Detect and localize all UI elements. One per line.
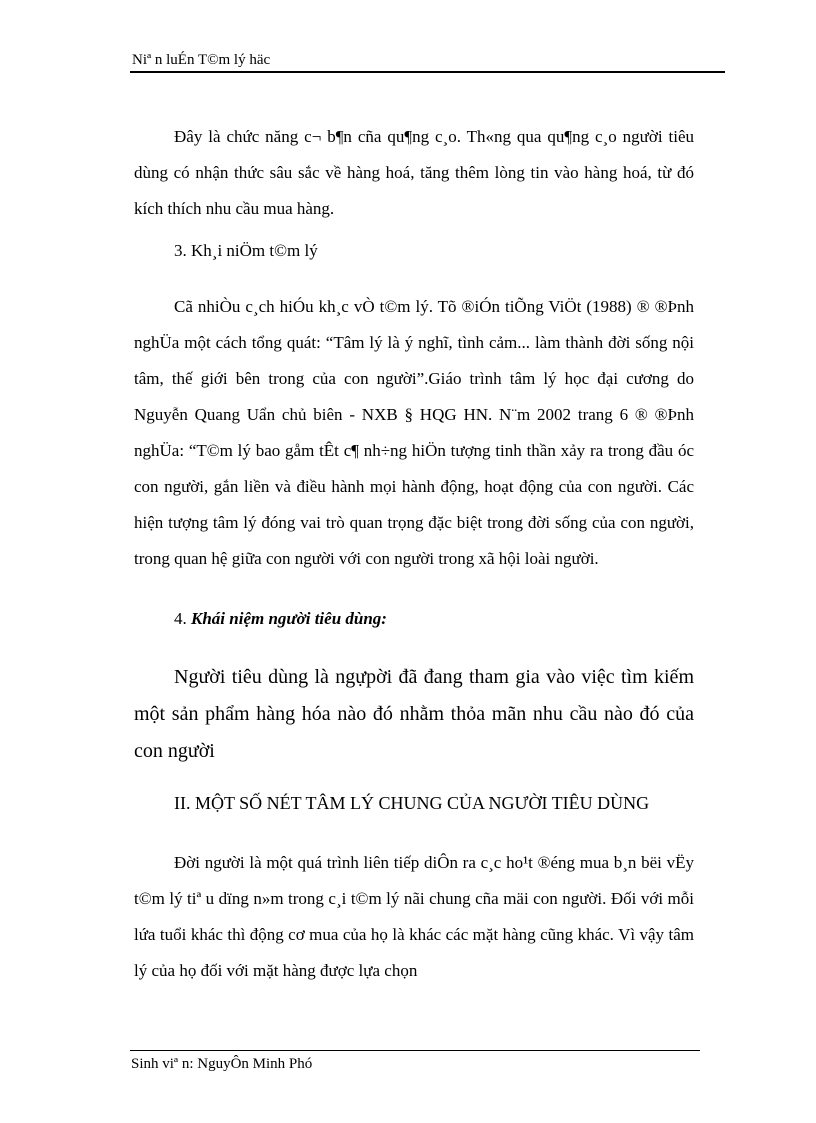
- page-footer-author: Sinh viª n: NguyÔn Minh Phó: [131, 1056, 313, 1072]
- chapter-heading-consumer-psychology: II. MỘT SỐ NÉT TÂM LÝ CHUNG CỦA NGƯỜI TIÊU DÙNG: [174, 793, 650, 813]
- section-number: 4.: [174, 609, 191, 628]
- paragraph-advertising-function: Đây là chức năng c¬ b¶n cña qu¶ng c¸o. Th«ng qua qu¶ng c¸o người tiêu dùng có nhận thức sâu sắc về hàng hoá, tăng thêm lòng tin vào hàng hoá, từ đó kích thích nhu cầu mua hàng.: [134, 127, 694, 218]
- paragraph-consumer-definition: Người tiêu dùng là ngựpời đã đang tham gia vào việc tìm kiếm một sản phẩm hàng hóa nào đó nhằm thỏa mãn nhu cầu nào đó của con người: [134, 666, 694, 762]
- paragraph-psychology-definition: Cã nhiÒu c¸ch hiÓu kh¸c vÒ t©m lý. Tõ ®iÓn tiÕng ViÖt (1988) ® ®Þnh nghÜa một cách tổng quát: “Tâm lý là ý nghĩ, tình cảm... làm thành đời sống nội tâm, thế giới bên trong của con người”.Giáo trình tâm lý học đại cương do Nguyễn Quang Uẩn chủ biên - NXB § HQG HN. N¨m 2002 trang 6 ® ®Þnh nghÜa: “T©m lý bao gåm tÊt c¶ nh÷ng hiÖn tượng tinh thần xảy ra trong đầu óc con người, gắn liền và điều hành mọi hành động, hoạt động của con người. Các hiện tượng tâm lý đóng vai trò quan trọng đặc biệt trong đời sống của con người, trong quan hệ giữa con người với con người trong xã hội loài người.: [134, 297, 694, 568]
- section-heading-psychology-concept: 3. Kh¸i niÖm t©m lý: [174, 241, 318, 260]
- footer-divider: [130, 1050, 700, 1051]
- paragraph-lifecycle-purchasing: Đời người là một quá trình liên tiếp diÔn ra c¸c ho¹t ®éng mua b¸n bëi vËy t©m lý tiª u dïng n»m trong c¸i t©m lý nãi chung cña mäi con người. Đối với mỗi lứa tuổi khác thì động cơ mua của họ là khác các mặt hàng cũng khác. Vì vậy tâm lý của họ đối với mặt hàng được lựa chọn: [134, 853, 694, 980]
- section-title: Khái niệm người tiêu dùng:: [191, 609, 387, 628]
- section-heading-consumer-concept: [174, 609, 387, 629]
- header-divider: [130, 71, 725, 73]
- page-header-title: Niª n luÉn T©m lý häc: [132, 52, 271, 68]
